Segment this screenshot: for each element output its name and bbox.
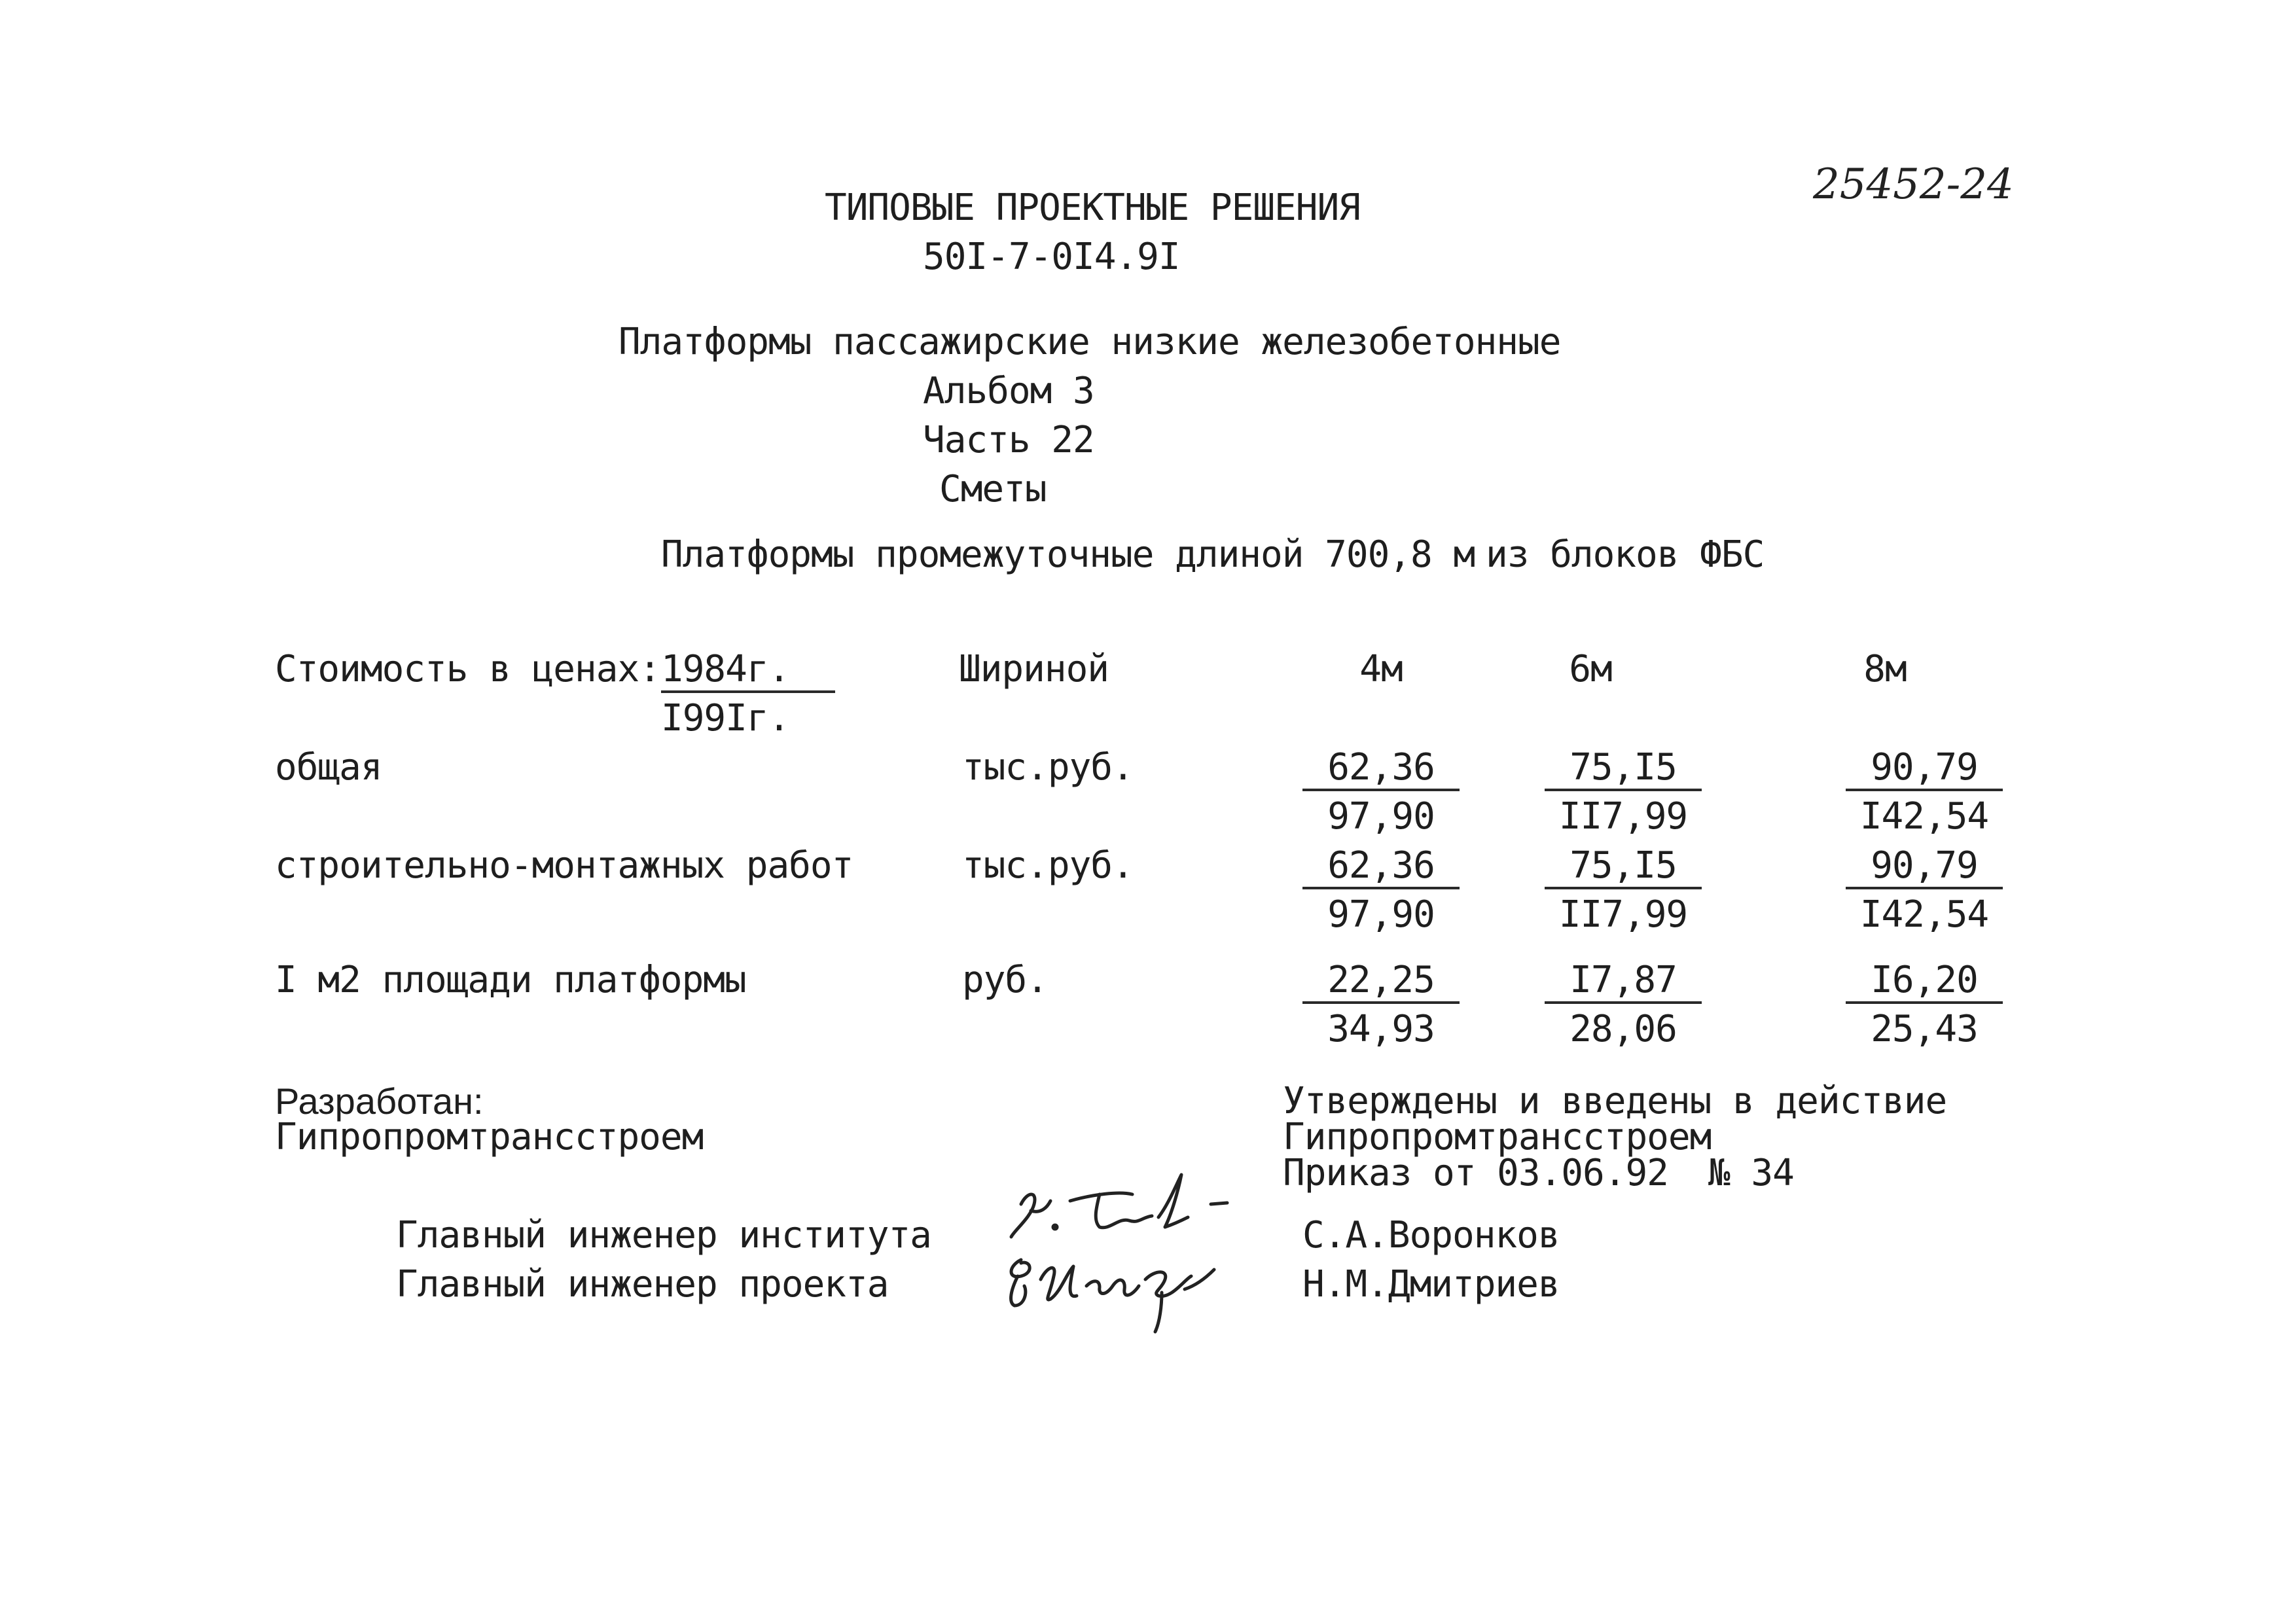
signature-project [995,1240,1244,1338]
row-area-6m-1991: 28,06 [1570,1008,1677,1050]
subtitle-right: из блоков ФБС [1486,533,1765,576]
width-4m: 4м [1359,648,1403,690]
row-construction-unit: тыс.руб. [962,844,1134,887]
row-area-8m-1984: I6,20 [1846,962,2003,1004]
year-bottom: I99Iг. [661,697,790,740]
row-total-6m-1984: 75,I5 [1545,749,1702,791]
row-total-4m-1984: 62,36 [1302,749,1460,791]
approved-line2: Гипропромтрансстроем [1283,1116,1712,1158]
row-total-6m-1991: II7,99 [1558,795,1688,838]
part-label: Часть 22 [923,419,1094,461]
document-number: 25452-24 [1813,160,2014,209]
row-construction-4m-1991: 97,90 [1327,893,1435,936]
row-total-8m-1991: I42,54 [1859,795,1989,838]
year-top: 1984г. [661,651,835,693]
row-total-label: общая [275,746,382,789]
approved-line1: Утверждены и введены в действие [1283,1080,1947,1122]
row-total-unit: тыс.руб. [962,746,1134,789]
row-construction-6m-1991: II7,99 [1558,893,1688,936]
approved-number: № 34 [1708,1152,1794,1194]
album-label: Альбом 3 [923,370,1094,412]
signatory-name-institute: С.А.Воронков [1302,1214,1560,1257]
approved-order: Приказ от 03.06.92 [1283,1152,1668,1194]
row-construction-4m-1984: 62,36 [1302,847,1460,889]
signatory-title-institute: Главный инженер института [396,1214,931,1257]
series-code: 50I-7-0I4.9I [923,236,1180,278]
width-label: Шириной [959,648,1109,690]
series-title: ТИПОВЫЕ ПРОЕКТНЫЕ РЕШЕНИЯ [825,187,1360,229]
row-area-4m-1984: 22,25 [1302,962,1460,1004]
signatory-name-project: Н.М.Дмитриев [1302,1263,1560,1306]
row-area-8m-1991: 25,43 [1871,1008,1978,1050]
signature-institute [1001,1165,1250,1250]
row-area-unit: руб. [962,959,1048,1001]
subject-title: Платформы пассажирские низкие железобетонные [619,321,1561,363]
developed-label: Разработан: [275,1080,484,1122]
row-total-8m-1984: 90,79 [1846,749,2003,791]
width-8m: 8м [1863,648,1907,690]
row-construction-8m-1984: 90,79 [1846,847,2003,889]
width-6m: 6м [1569,648,1612,690]
row-area-6m-1984: I7,87 [1545,962,1702,1004]
row-construction-label: строительно-монтажных работ [275,844,853,887]
price-label: Стоимость в ценах: [275,648,660,690]
row-area-label: I м2 площади платформы [275,959,746,1001]
signatory-title-project: Главный инженер проекта [396,1263,889,1306]
row-construction-8m-1991: I42,54 [1859,893,1989,936]
row-construction-6m-1984: 75,I5 [1545,847,1702,889]
row-area-4m-1991: 34,93 [1327,1008,1435,1050]
section-label: Сметы [939,468,1047,510]
subtitle-left: Платформы промежуточные длиной 700,8 м [661,533,1475,576]
developed-org: Гипропромтрансстроем [275,1116,704,1158]
row-total-4m-1991: 97,90 [1327,795,1435,838]
